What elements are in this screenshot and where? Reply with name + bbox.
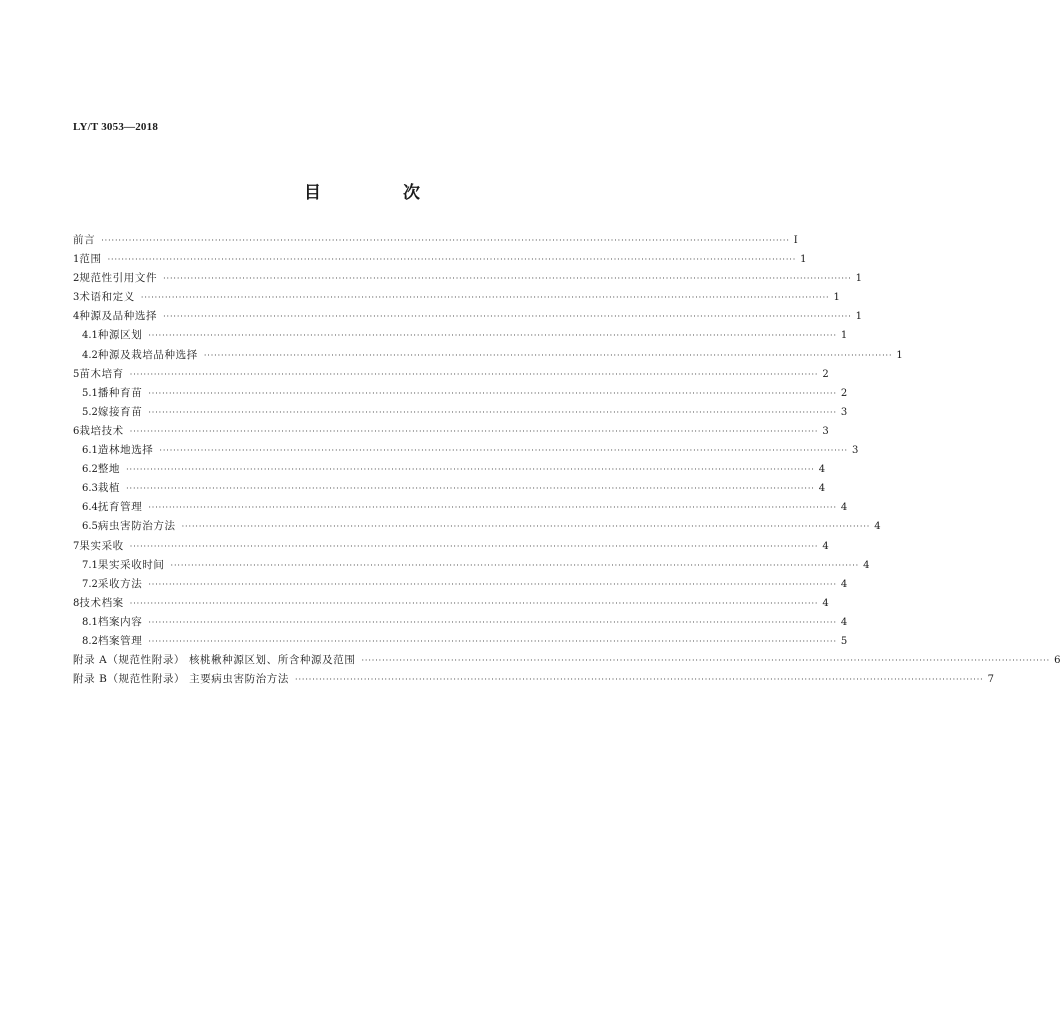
toc-entry-label: 病虫害防治方法 [97, 520, 176, 533]
toc-entry-label: 造林地选择 [97, 444, 154, 457]
dot-leader: ········································································································································································································ [129, 426, 819, 436]
toc-entry-page-number: 6 [1054, 655, 1060, 667]
toc-entry-label: 果实采收 [79, 539, 124, 552]
toc-entry-page-number: 4 [840, 578, 848, 590]
dot-leader: ········································································································································································································ [107, 255, 797, 265]
dot-leader: ········································································································································································································ [148, 388, 837, 398]
toc-entry-number: 8.1 [82, 616, 98, 628]
toc-entry-page-number: 4 [863, 559, 870, 571]
toc-entry[interactable] [73, 557, 870, 576]
toc-entry-number: 6.2 [82, 464, 98, 476]
dot-leader: ········································································································································································································ [129, 598, 819, 608]
toc-entry-label: 附录 B（规范性附录） 主要病虫害防治方法 [73, 673, 289, 686]
toc-entry-page-number: 3 [852, 445, 859, 457]
dot-leader: ········································································································································································································ [129, 541, 819, 551]
toc-entry[interactable] [73, 327, 848, 346]
toc-entry-label: 采收方法 [97, 577, 143, 590]
toc-entry[interactable] [73, 614, 848, 633]
dot-leader: ········································································································································································································ [170, 560, 860, 570]
dot-leader: ········································································································································································································ [101, 236, 790, 245]
dot-leader: ········································································································································································································ [361, 656, 1051, 666]
toc-entry-label: 种源区划 [97, 329, 143, 342]
toc-entry-page-number: 1 [840, 330, 848, 342]
toc-entry-number: 1 [73, 254, 80, 266]
toc-entry[interactable] [73, 232, 798, 251]
dot-leader: ········································································································································································································ [148, 617, 837, 627]
toc-entry-number: 8 [73, 597, 80, 609]
toc-entry-number: 5.2 [82, 406, 98, 418]
dot-leader: ········································································································································································································ [129, 369, 819, 379]
toc-entry-number: 6.4 [82, 502, 98, 514]
toc-entry-number: 7 [73, 540, 80, 552]
toc-entry[interactable] [73, 442, 859, 461]
dot-leader: ········································································································································································································ [126, 484, 815, 494]
toc-entry-page-number: 4 [822, 597, 829, 609]
table-of-contents [73, 232, 1060, 690]
toc-entry[interactable] [73, 633, 848, 652]
toc-entry[interactable] [73, 308, 863, 327]
toc-entry-number: 6.1 [82, 445, 98, 457]
toc-entry-page-number: 1 [800, 254, 807, 266]
dot-leader: ········································································································································································································ [140, 293, 830, 303]
dot-leader: ········································································································································································································ [181, 522, 871, 532]
toc-entry-page-number: 3 [822, 425, 829, 437]
dot-leader: ········································································································································································································ [163, 274, 852, 284]
standard-code: LY/T 3053—2018 [73, 121, 159, 133]
dot-leader: ········································································································································································································ [126, 465, 815, 475]
dot-leader: ········································································································································································································ [148, 407, 837, 417]
page-title: 目 次 [304, 183, 458, 203]
toc-entry-number: 5.1 [82, 387, 98, 399]
toc-entry-page-number: 2 [822, 368, 829, 380]
toc-entry[interactable] [73, 538, 829, 557]
toc-entry[interactable] [73, 499, 848, 518]
toc-entry-label: 范围 [79, 253, 102, 266]
dot-leader: ········································································································································································································ [148, 503, 837, 513]
toc-entry-number: 7.1 [82, 559, 98, 571]
toc-entry[interactable] [73, 576, 848, 595]
toc-entry-page-number: 5 [840, 635, 848, 647]
dot-leader: ········································································································································································································ [148, 636, 837, 646]
toc-entry-label: 种源及品种选择 [79, 310, 158, 323]
toc-entry-number: 4.1 [82, 330, 98, 342]
dot-leader: ········································································································································································································ [203, 350, 893, 360]
dot-leader: ········································································································································································································ [148, 579, 837, 589]
toc-entry[interactable] [73, 652, 1060, 671]
toc-entry[interactable] [73, 289, 840, 308]
toc-entry-page-number: 4 [840, 616, 848, 628]
toc-entry[interactable] [73, 347, 903, 366]
toc-entry-page-number: 4 [840, 502, 848, 514]
dot-leader: ········································································································································································································ [159, 446, 848, 456]
toc-entry-label: 附录 A（规范性附录） 核桃楸种源区划、所含种源及范围 [73, 654, 356, 667]
toc-entry[interactable] [73, 480, 826, 499]
dot-leader: ········································································································································································································ [295, 675, 984, 685]
toc-entry-label: 抚育管理 [97, 501, 143, 514]
toc-entry-label: 苗木培育 [79, 367, 124, 380]
toc-entry[interactable] [73, 671, 994, 690]
toc-entry-number: 4 [73, 311, 80, 323]
toc-entry-page-number: 4 [874, 521, 881, 533]
toc-entry-label: 术语和定义 [79, 291, 135, 304]
toc-entry-page-number: 1 [833, 292, 840, 304]
toc-entry-label: 档案管理 [97, 634, 143, 647]
toc-entry-page-number: 3 [840, 406, 848, 418]
toc-entry[interactable] [73, 366, 829, 385]
toc-entry[interactable] [73, 251, 807, 270]
toc-entry-number: 7.2 [82, 578, 98, 590]
toc-entry-page-number: Ⅰ [793, 235, 798, 246]
toc-entry[interactable] [73, 518, 881, 537]
dot-leader: ········································································································································································································ [163, 312, 852, 322]
toc-entry-page-number: 1 [855, 311, 863, 323]
toc-entry-page-number: 4 [818, 464, 826, 476]
toc-entry-number: 8.2 [82, 635, 98, 647]
toc-entry[interactable] [73, 461, 826, 480]
dot-leader: ········································································································································································································ [148, 331, 837, 341]
toc-entry-label: 果实采收时间 [97, 558, 165, 571]
toc-entry-label: 前言 [73, 234, 96, 246]
toc-entry-page-number: 1 [855, 273, 863, 285]
toc-entry-number: 5 [73, 368, 80, 380]
toc-entry-label: 技术档案 [79, 596, 124, 609]
toc-entry-label: 栽植 [97, 482, 121, 495]
toc-entry-page-number: 7 [987, 674, 994, 686]
toc-entry-page-number: 4 [822, 540, 829, 552]
toc-entry-label: 档案内容 [97, 615, 143, 628]
toc-entry[interactable] [73, 595, 829, 614]
toc-entry-label: 播种育苗 [97, 386, 143, 399]
toc-entry-number: 2 [73, 273, 80, 285]
toc-entry-label: 种源及栽培品种选择 [97, 348, 198, 361]
toc-entry-page-number: 4 [818, 483, 826, 495]
toc-entry[interactable] [73, 423, 829, 442]
toc-entry-number: 4.2 [82, 349, 98, 361]
toc-entry-label: 嫁接育苗 [97, 405, 143, 418]
toc-entry-number: 6.3 [82, 483, 98, 495]
toc-entry-label: 栽培技术 [79, 424, 124, 437]
toc-entry-number: 3 [73, 292, 80, 304]
toc-entry[interactable] [73, 270, 863, 289]
toc-entry-number: 6.5 [82, 521, 98, 533]
toc-entry-label: 规范性引用文件 [79, 272, 158, 285]
toc-entry-number: 6 [73, 425, 80, 437]
toc-entry-page-number: 2 [840, 387, 848, 399]
toc-entry[interactable] [73, 404, 848, 423]
toc-entry[interactable] [73, 385, 848, 404]
toc-entry-label: 整地 [97, 463, 121, 476]
toc-entry-page-number: 1 [896, 349, 903, 361]
